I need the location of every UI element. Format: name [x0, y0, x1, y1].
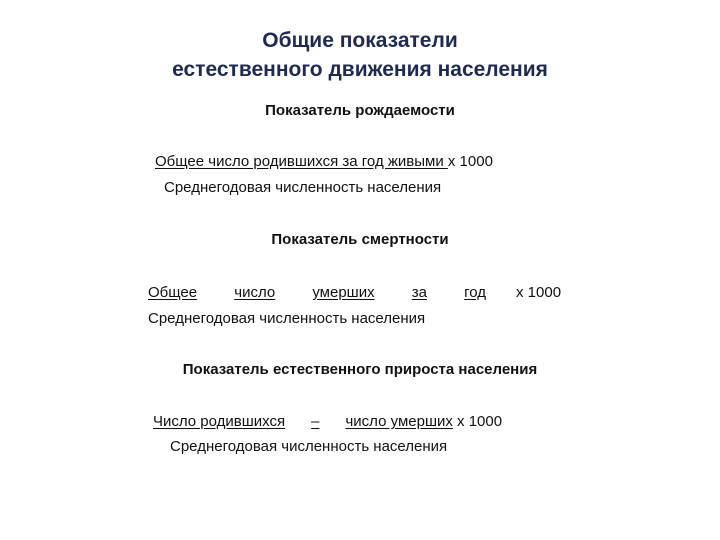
page-title-line-2: естественного движения населения — [172, 58, 548, 81]
death-rate-numerator-text — [148, 284, 486, 302]
births-label: Число родившихся — [153, 413, 286, 430]
death-word-3: умерших — [312, 284, 375, 301]
death-word-2: число — [234, 284, 276, 301]
birth-rate-numerator-text: Общее число родившихся за год живыми — [155, 153, 448, 170]
natural-growth-heading: Показатель естественного прироста населения — [182, 361, 538, 378]
minus-sign: – — [311, 413, 320, 430]
death-word-4: за — [411, 284, 427, 301]
natural-growth-numerator — [153, 413, 502, 431]
death-rate-heading: Показатель смертности — [271, 231, 449, 248]
deaths-label: число умерших — [345, 413, 453, 430]
natural-growth-numerator-text — [153, 413, 453, 430]
death-rate-multiplier: х 1000 — [516, 284, 562, 301]
natural-growth-denominator: Среднегодовая численность населения — [170, 438, 448, 455]
death-word-5: год — [464, 284, 486, 301]
birth-rate-denominator: Среднегодовая численность населения — [164, 179, 442, 196]
birth-rate-heading: Показатель рождаемости — [265, 102, 455, 119]
death-rate-denominator: Среднегодовая численность населения — [148, 310, 426, 327]
natural-growth-multiplier: х 1000 — [457, 413, 503, 430]
page-title-line-1: Общие показатели — [262, 29, 458, 52]
page-title — [0, 26, 720, 84]
birth-rate-numerator — [155, 153, 493, 171]
death-rate-numerator — [148, 284, 486, 302]
birth-rate-multiplier: х 1000 — [447, 153, 493, 170]
death-word-1: Общее — [148, 284, 198, 301]
